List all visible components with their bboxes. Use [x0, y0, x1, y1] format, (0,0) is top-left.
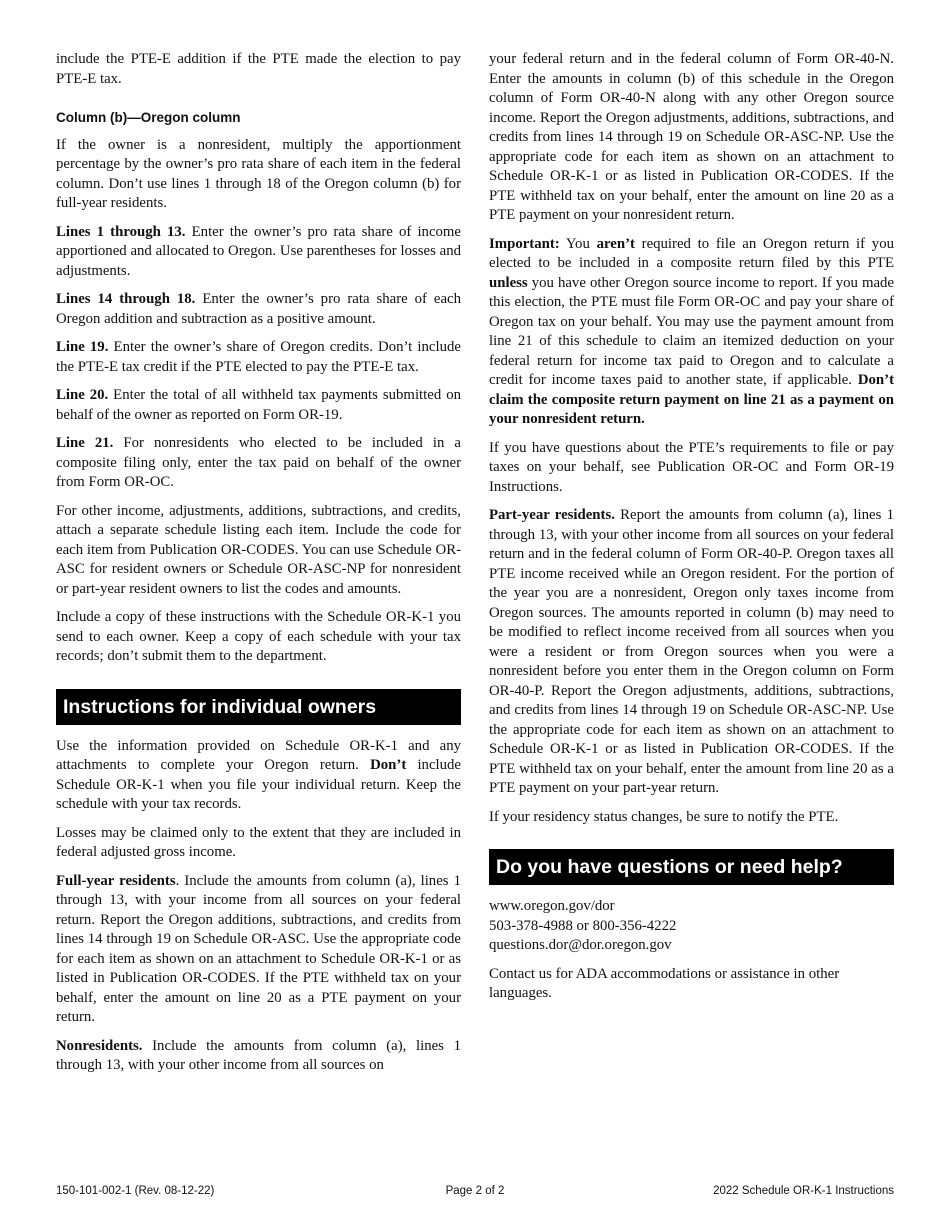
use-info-bold: Don’t: [370, 757, 407, 773]
full-year-text: . Include the amounts from column (a), lines 1 through 13, with your income from all sources on your federal return. Report the Oregon additions, subtractions, and credits from lines 14 through 19 on Schedule OR-ASC. Use the appropriate code for each item as shown on an attachment to Schedule OR-K-1 or as listed in Publication OR-CODES. If the PTE withheld tax on your behalf, enter the amount on line 20 as a PTE payment on your return.: [56, 872, 461, 1025]
line-20-paragraph: [56, 386, 461, 425]
use-info-text-1: Use the information provided on Schedule OR-K-1 and any attachments to complete your Oregon return.: [56, 737, 461, 773]
lines-1-13-paragraph: [56, 223, 461, 282]
phone-numbers: 503-378-4988 or 800-356-4222: [489, 917, 677, 934]
intro-paragraph: include the PTE-E addition if the PTE made the election to pay PTE-E tax.: [56, 51, 461, 87]
line-20-text: Enter the total of all withheld tax payments submitted on behalf of the owner as reported on Form OR-19.: [56, 387, 461, 423]
nonresidents-paragraph: [56, 1037, 461, 1076]
nonresidents-continued-paragraph: your federal return and in the federal column of Form OR-40-N. Enter the amounts in column (b) of this schedule in the Oregon column of Form OR-40-N along with any other Oregon source income. Report the Oregon adjustments, additions, subtractions, and credits from lines 14 through 19 on Schedule OR-ASC-NP. Use the appropriate code for each item as shown on an attachment to Schedule OR-K-1 or as listed in Publication OR-CODES. If the PTE withheld tax on your behalf, enter the amount on line 20 as a PTE payment on your nonresident return.: [489, 51, 894, 223]
important-text-3: you have other Oregon source income to report. If you made this election, the PTE must file Form OR-OC and pay your share of Oregon tax on your behalf. You may use the payment amount from line 21 of this schedule to claim an itemized deduction on your federal return for income tax paid to Oregon and to calculate a credit for income taxes paid to another state, if applicable.: [489, 274, 894, 388]
ada-paragraph: Contact us for ADA accommodations or assistance in other languages.: [489, 965, 840, 1001]
line-21-label: Line 21.: [56, 435, 114, 451]
important-arent: aren’t: [596, 235, 635, 252]
lines-1-13-text: Enter the owner’s pro rata share of income apportioned and allocated to Oregon. Use parentheses for losses and adjustments.: [56, 223, 461, 279]
important-text-2: required to file an Oregon return if you elected to be included in a composite return filed by this PTE: [489, 235, 894, 271]
full-year-label: Full-year residents: [56, 872, 176, 889]
part-year-text: Report the amounts from column (a), lines 1 through 13, with your other income from all sources on your federal return and in the federal column of Form OR-40-P. Oregon taxes all PTE income received while an Oregon resident. For the portion of the year you are a nonresident, Oregon only taxes income from Oregon sources. The amounts reported in column (b) may need to be modified to reflect income received from all sources when you were a resident or from Oregon sources when you were a nonresident before you enter them in the Oregon column on Form OR-40-P. Report the Oregon adjustments, additions, subtractions, and credits from lines 14 through 19 on Schedule OR-ASC-NP. Use the appropriate code for each item as shown on an attachment to Schedule OR-K-1 or as listed in Publication OR-CODES. If the PTE withheld tax on your behalf, enter the amount from line 20 as a PTE payment on your part-year return.: [489, 507, 894, 796]
lines-14-18-text: Enter the owner’s pro rata share of each Oregon addition and subtraction as a positive amount.: [56, 291, 462, 327]
line-21-paragraph: [56, 434, 461, 493]
important-unless: unless: [489, 274, 528, 291]
line-20-label: Line 20.: [56, 387, 109, 403]
lines-1-13-label: Lines 1 through 13.: [56, 223, 186, 240]
residency-paragraph: If your residency status changes, be sure to notify the PTE.: [489, 808, 839, 825]
part-year-paragraph: [489, 506, 894, 799]
part-year-label: Part-year residents.: [489, 507, 615, 523]
line-19-label: Line 19.: [56, 339, 109, 355]
help-heading: Do you have questions or need help?: [489, 849, 894, 885]
column-b-paragraph: If the owner is a nonresident, multiply the apportionment percentage by the owner’s pro rata share of each item in the federal column. Don’t use lines 1 through 18 of the Oregon column (b) for full-year residents.: [56, 136, 461, 211]
nonresidents-label: Nonresidents.: [56, 1037, 143, 1054]
left-column: [56, 50, 461, 1085]
email-link[interactable]: questions.dor@dor.oregon.gov: [489, 937, 672, 953]
important-label: Important:: [489, 235, 560, 252]
other-income-paragraph: For other income, adjustments, additions, subtractions, and credits, attach a separate schedule listing each item. Include the code for each item from Publication OR-CODES. You can use Schedule OR-ASC for resident owners or Schedule OR-ASC-NP for nonresident or part-year resident owners to list the codes and amounts.: [56, 502, 461, 597]
lines-14-18-paragraph: [56, 290, 461, 329]
nonresidents-text: Include the amounts from column (a), lines 1 through 13, with your other income from all sources on: [56, 1037, 461, 1073]
use-info-text-2: include Schedule OR-K-1 when you file your individual return. Keep the schedule with your tax records.: [56, 757, 461, 812]
line-19-text: Enter the owner’s share of Oregon credits. Don’t include the PTE-E tax credit if the PTE elected to pay the PTE-E tax.: [56, 339, 461, 375]
full-year-paragraph: [56, 872, 461, 1028]
line-19-paragraph: [56, 338, 461, 377]
right-column: [489, 50, 894, 1013]
form-number: 150-101-002-1 (Rev. 08-12-22): [56, 1185, 215, 1197]
page-number: Page 2 of 2: [445, 1185, 505, 1197]
line-21-text: For nonresidents who elected to be included in a composite filing only, enter the tax paid on behalf of the owner from Form OR-OC.: [56, 435, 461, 490]
losses-paragraph: Losses may be claimed only to the extent that they are included in federal adjusted gross income.: [56, 824, 461, 860]
important-bold-end: Don’t claim the composite return payment on line 21 as a payment on your nonresident return.: [489, 372, 894, 427]
document-title: 2022 Schedule OR-K-1 Instructions: [713, 1185, 894, 1197]
important-paragraph: [489, 235, 894, 430]
contact-info: [489, 897, 894, 956]
include-copy-paragraph: Include a copy of these instructions with the Schedule OR-K-1 you send to each owner. Keep a copy of each schedule with your tax records; don’t submit them to the department.: [56, 609, 461, 664]
use-info-paragraph: [56, 737, 461, 815]
important-text-1: You: [559, 235, 597, 252]
questions-paragraph: If you have questions about the PTE’s requirements to file or pay taxes on your behalf, see Publication OR-OC and Form OR-19 Instructions.: [489, 439, 894, 495]
column-b-heading: Column (b)—Oregon column: [56, 110, 241, 125]
website-link[interactable]: www.oregon.gov/dor: [489, 898, 615, 914]
lines-14-18-label: Lines 14 through 18.: [56, 291, 196, 307]
individual-owners-heading: Instructions for individual owners: [56, 689, 461, 725]
